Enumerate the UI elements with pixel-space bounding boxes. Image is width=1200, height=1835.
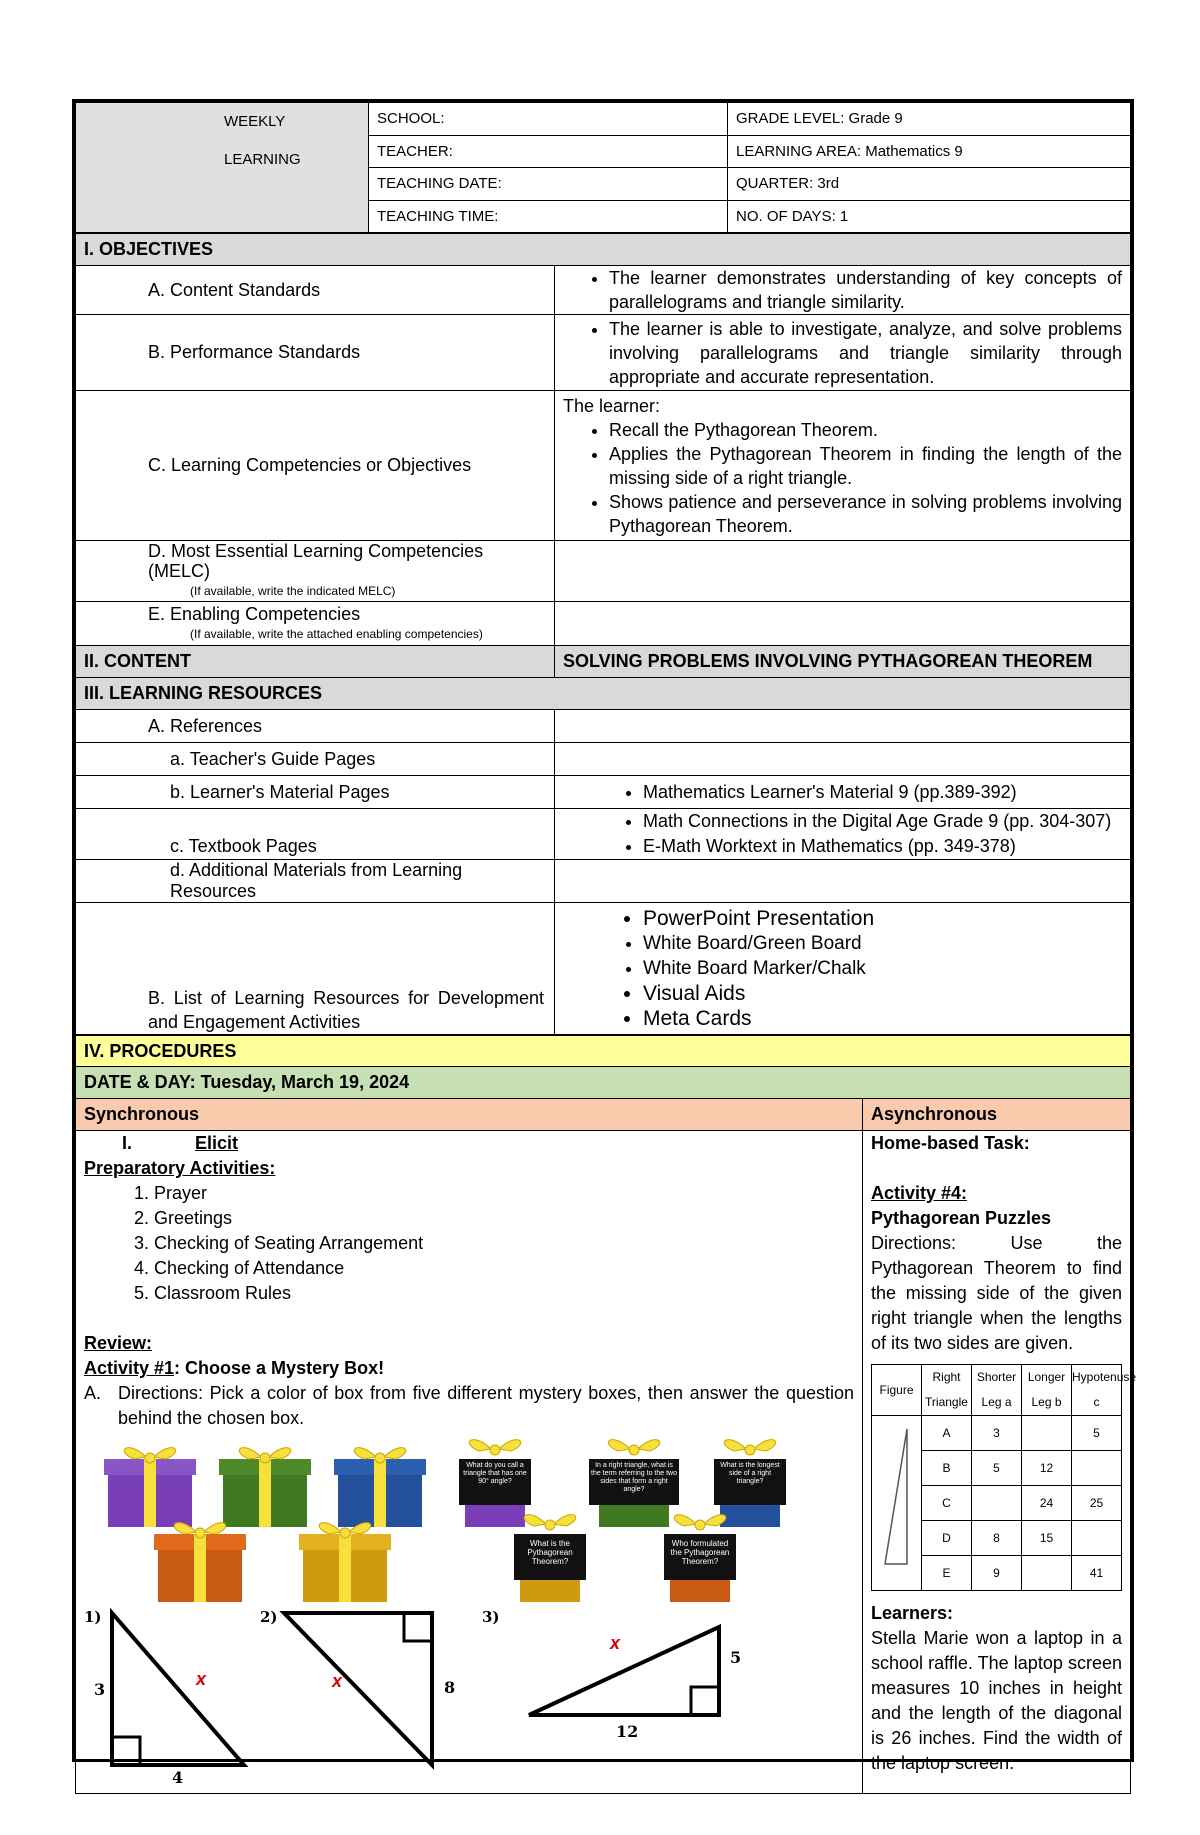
resource-item: • PowerPoint Presentation [643,906,1122,931]
activity1-directions: Directions: Pick a color of box from five different mystery boxes, then answer the question behind the chosen box. [118,1383,854,1428]
triangle-figures [84,1605,854,1790]
puzzle-cell: 24 [1022,1486,1072,1521]
puzzle-header: Right Triangle [922,1365,972,1416]
performance-standards-label: B. Performance Standards [76,315,555,391]
objectives-heading: I. OBJECTIVES [76,234,1131,266]
learners-heading: Learners: [871,1603,954,1623]
puzzle-header: Hypotenuse c [1072,1365,1122,1416]
activity1-title: : Choose a Mystery Box! [174,1358,385,1378]
asynchronous-heading: Asynchronous [863,1099,1131,1131]
puzzle-header: Figure [872,1365,922,1416]
activity4-directions: Directions: Use the Pythagorean Theorem to find the missing side of the given right triangle when the lengths of its two sides are given. [871,1233,1122,1353]
enabling-label: E. Enabling Competencies [148,603,361,624]
puzzle-cell: C [922,1486,972,1521]
puzzle-cell: B [922,1451,972,1486]
resources-list-label: B. List of Learning Resources for Development and Engagement Activities [76,903,555,1035]
puzzle-cell: E [922,1556,972,1591]
triangle-2 [284,1613,432,1765]
puzzle-cell: 9 [972,1556,1022,1591]
triangle-exercises [84,1605,854,1790]
resource-item: • Visual Aids [643,981,1122,1006]
procedures-heading: IV. PROCEDURES [76,1036,1131,1067]
orange-box[interactable] [154,1523,246,1602]
puzzle-figure [872,1416,922,1591]
document-title: WEEKLY LEARNING [224,113,301,168]
content-topic: SOLVING PROBLEMS INVOLVING PYTHAGOREAN THEOREM [555,646,1131,678]
lesson-plan-sheet [72,99,1137,1787]
blue-box[interactable] [334,1448,426,1527]
date-day: DATE & DAY: Tuesday, March 19, 2024 [76,1067,1131,1099]
triangle-1 [112,1613,244,1765]
mystery-boxes [84,1435,854,1605]
content-standards-text: • The learner demonstrates understanding of key concepts of parallelograms and triangle similarity. [609,266,1122,314]
grade-level: GRADE LEVEL: Grade 9 [728,103,1131,136]
triangle-3 [529,1627,719,1715]
melc-value [555,541,1131,602]
puzzle-cell [1022,1416,1072,1451]
melc-label: D. Most Essential Learning Competencies (MELC) [148,541,484,581]
learners-material-item: • Mathematics Learner's Material 9 (pp.389-392) [643,780,1122,805]
preparatory-item: 5. Classroom Rules [154,1281,854,1306]
puzzle-table [871,1364,1137,1591]
preparatory-item: 3. Checking of Seating Arrangement [154,1231,854,1256]
puzzle-cell: 12 [1022,1451,1072,1486]
puzzle-triangle-figure [877,1424,917,1574]
question-text: What do you call a triangle that has one 90° angle? [463,1462,527,1485]
triangle-1-side-a: 3 [94,1680,106,1699]
competency-item: • Recall the Pythagorean Theorem. [609,418,1122,442]
school-label: SCHOOL: [369,103,728,136]
preparatory-heading: Preparatory Activities: [84,1158,276,1178]
question-text: What is the Pythagorean Theorem? [527,1539,573,1566]
textbook-item: • E-Math Worktext in Mathematics (pp. 349-378) [643,834,1122,859]
procedures-table [75,1035,1137,1794]
document-title-cell [76,103,369,233]
resource-item: • Meta Cards [643,1006,1122,1031]
activity4-heading: Activity #4: [871,1183,968,1203]
puzzle-cell: 8 [972,1521,1022,1556]
content-standards-label: A. Content Standards [76,266,555,315]
puzzle-cell [1022,1556,1072,1591]
enabling-note: (If available, write the attached enabling competencies) [190,626,483,641]
textbook-item: • Math Connections in the Digital Age Grade 9 (pp. 304-307) [643,809,1122,834]
activity1-number: Activity #1 [84,1358,175,1378]
puzzle-cell: 5 [972,1451,1022,1486]
textbook-label: c. Textbook Pages [76,809,555,860]
competency-item: • Shows patience and perseverance in solving problems involving Pythagorean Theorem. [609,490,1122,538]
additional-materials-label: d. Additional Materials from Learning Resources [76,860,555,903]
puzzle-cell: 5 [1072,1416,1122,1451]
performance-standards-text: • The learner is able to investigate, analyze, and solve problems involving parallelograms and triangle similarity through appropriate and accurate representation. [609,317,1122,389]
green-box[interactable] [219,1448,311,1527]
melc-note: (If available, write the indicated MELC) [190,584,396,598]
question-text: What is the longest side of a right triangle? [720,1462,780,1485]
competencies-intro: The learner: [563,395,661,416]
references-label: A. References [76,710,555,743]
enabling-value [555,602,1131,646]
header-table [75,102,1131,233]
puzzle-cell: 3 [972,1416,1022,1451]
triangle-3-side-b: 12 [616,1722,639,1741]
triangle-1-unknown: x [196,1669,207,1689]
activity4-title: Pythagorean Puzzles [871,1208,1052,1228]
resource-item: • White Board/Green Board [643,931,1122,956]
elicit-number: I. [122,1133,133,1153]
puzzle-cell: 15 [1022,1521,1072,1556]
activity1-letter: A. [84,1383,102,1403]
resources-heading: III. LEARNING RESOURCES [76,678,1131,710]
no-of-days: NO. OF DAYS: 1 [728,200,1131,233]
puzzle-cell [972,1486,1022,1521]
elicit-title: Elicit [195,1133,239,1153]
teachers-guide-label: a. Teacher's Guide Pages [76,743,555,776]
asynchronous-column [863,1131,1137,1794]
content-heading: II. CONTENT [76,646,555,678]
objectives-table [75,233,1131,1035]
synchronous-column [76,1131,863,1794]
quarter: QUARTER: 3rd [728,168,1131,201]
triangle-3-unknown: x [610,1633,621,1653]
home-task-heading: Home-based Task: [871,1133,1030,1153]
preparatory-item: 2. Greetings [154,1206,854,1231]
preparatory-item: 1. Prayer [154,1181,854,1206]
triangle-1-label: 1) [84,1608,102,1626]
question-text: Who formulated the Pythagorean Theorem? [670,1539,730,1566]
puzzle-cell: A [922,1416,972,1451]
puzzle-cell [1072,1521,1122,1556]
synchronous-heading: Synchronous [76,1099,863,1131]
triangle-3-side-a: 5 [730,1648,742,1667]
competencies-label: C. Learning Competencies or Objectives [76,391,555,541]
triangle-2-side-a: 8 [444,1678,456,1697]
puzzle-header: Shorter Leg a [972,1365,1022,1416]
review-heading: Review: [84,1333,153,1353]
learning-area: LEARNING AREA: Mathematics 9 [728,135,1131,168]
puzzle-header: Longer Leg b [1022,1365,1072,1416]
purple-box[interactable] [104,1448,196,1527]
learners-material-label: b. Learner's Material Pages [76,776,555,809]
learners-problem: Stella Marie won a laptop in a school raffle. The laptop screen measures 10 inches in height and the length of the diagonal is 26 inches. Find the width of the laptop screen. [871,1628,1122,1773]
teacher-label: TEACHER: [369,135,728,168]
triangle-2-label: 2) [260,1608,278,1626]
triangle-2-unknown: x [332,1671,343,1691]
teaching-time-label: TEACHING TIME: [369,200,728,233]
resource-item: • White Board Marker/Chalk [643,956,1122,981]
preparatory-item: 4. Checking of Attendance [154,1256,854,1281]
triangle-3-label: 3) [482,1608,500,1626]
puzzle-cell: 25 [1072,1486,1122,1521]
competency-item: • Applies the Pythagorean Theorem in finding the length of the missing side of a right triangle. [609,442,1122,490]
triangle-1-side-b: 4 [172,1768,184,1787]
puzzle-cell: 41 [1072,1556,1122,1591]
question-text: In a right triangle, what is the term referring to the two sides that form a right angle? [591,1462,677,1493]
teaching-date-label: TEACHING DATE: [369,168,728,201]
mystery-boxes-graphic [84,1435,854,1605]
puzzle-cell [1072,1451,1122,1486]
yellow-box[interactable] [299,1523,391,1602]
puzzle-cell: D [922,1521,972,1556]
